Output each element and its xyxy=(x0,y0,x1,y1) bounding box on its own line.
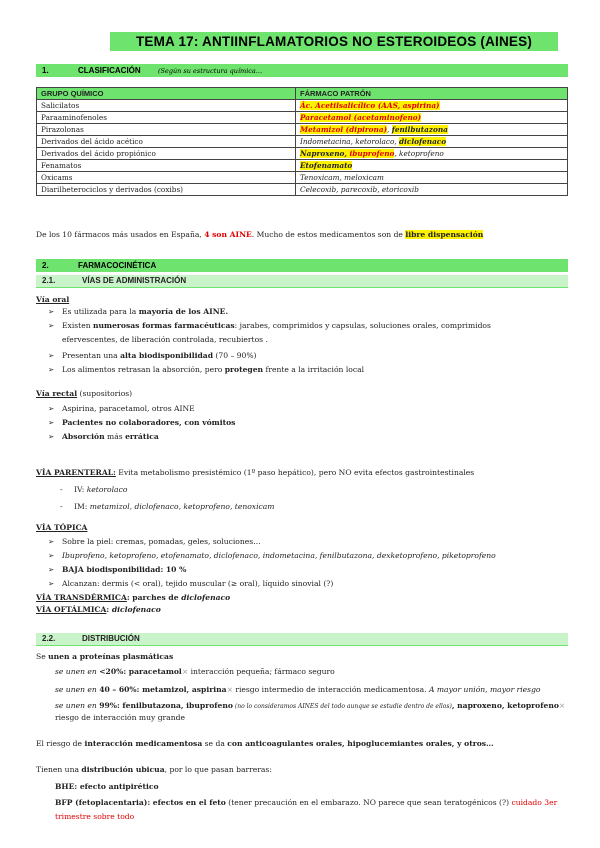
text-italic: se unen en xyxy=(55,667,100,676)
header-farmaco: FÁRMACO PATRÓN xyxy=(296,88,568,100)
text-bold: Pacientes no colaboradores, con vómitos xyxy=(62,418,236,427)
text: Los alimentos retrasan la absorción, pero xyxy=(62,365,225,374)
arrow-icon: ➢ xyxy=(48,321,55,330)
oftalmica-line xyxy=(36,604,161,615)
drug-highlight: Naproxeno, xyxy=(300,149,350,158)
text: (tener precaución en el embarazo. NO parece que sean teratogénicos (?) xyxy=(225,798,512,807)
arrow-icon: ➢ xyxy=(48,418,55,427)
ubicua-paragraph xyxy=(36,764,272,775)
text: IM: xyxy=(74,502,90,511)
text: Sobre la piel: cremas, pomadas, geles, soluciones… xyxy=(62,537,261,546)
text-bold: 99%: fenilbutazona, ibuprofeno xyxy=(99,701,233,710)
list-item xyxy=(48,403,195,414)
text-bold: interacción medicamentosa xyxy=(84,739,203,748)
text-bold: Absorción xyxy=(62,432,105,441)
cross-icon: × xyxy=(558,701,566,710)
arrow-icon: ➢ xyxy=(48,404,55,413)
drug-highlight: ibuprofeno xyxy=(349,149,395,158)
text-bold: BAJA biodisponibilidad: 10 % xyxy=(62,565,187,574)
table-cell: Diarilheterociclos y derivados (coxibs) xyxy=(37,184,296,196)
text-italic: se unen en xyxy=(55,701,100,710)
text: Tienen una xyxy=(36,765,82,774)
drug-highlight: fenilbutazona xyxy=(391,125,448,134)
section-label: VÍAS DE ADMINISTRACIÓN xyxy=(82,276,187,285)
table-cell: Paraaminofenoles xyxy=(37,112,296,124)
text-bold: protegen xyxy=(224,365,264,374)
list-item: - IV: ketorolaco xyxy=(60,485,128,494)
text-bold: BHE: xyxy=(55,782,80,791)
table-header-row xyxy=(37,88,568,100)
text: Es utilizada para la xyxy=(62,307,139,316)
text: Evita metabolismo presistémico (1º paso hepático), pero NO evita efectos gastrointestinales xyxy=(115,468,475,477)
table-cell: Tenoxicam, meloxicam xyxy=(296,172,568,184)
text: frente a la irritación local xyxy=(263,365,365,374)
list-item xyxy=(48,536,261,547)
fact-paragraph xyxy=(36,229,483,240)
text-bold: 40 – 60%: metamizol, aspirina xyxy=(99,685,227,694)
section-label: FARMACOCINÉTICA xyxy=(78,261,157,270)
text: De los 10 fármacos más usados en España, xyxy=(36,230,205,239)
text-highlight: libre dispensación xyxy=(405,230,484,239)
table-cell: Pirazolonas xyxy=(37,124,296,136)
text-italic: ketorolaco xyxy=(86,485,128,494)
transdermica-line xyxy=(36,592,230,603)
text-red: cuidado 3er xyxy=(511,798,558,807)
subsection-2-1-header xyxy=(36,275,568,288)
table-row xyxy=(37,160,568,172)
section-number: 2. xyxy=(42,261,49,270)
document-title: TEMA 17: ANTIINFLAMATORIOS NO ESTEROIDEOS (AINES) xyxy=(110,32,558,51)
text-bold: alta biodisponibilidad xyxy=(120,351,214,360)
arrow-icon: ➢ xyxy=(48,537,55,546)
text-bold-italic: diclofenaco xyxy=(111,605,161,614)
table-row xyxy=(37,124,568,136)
list-item xyxy=(48,564,186,575)
section-1-header xyxy=(36,64,568,77)
table-row xyxy=(37,136,568,148)
table-row xyxy=(37,148,568,160)
text: El riesgo de xyxy=(36,739,85,748)
table-cell xyxy=(296,112,568,124)
drug-highlight: diclofenaco xyxy=(399,137,447,146)
list-item xyxy=(48,364,364,375)
drug-highlight: Paracetamol (acetaminofeno) xyxy=(300,113,422,122)
cross-icon: × xyxy=(181,667,189,676)
drug-text: , ketoprofeno xyxy=(394,149,444,158)
arrow-icon: ➢ xyxy=(48,565,55,574)
text-bold: errática xyxy=(125,432,159,441)
text-bold: efecto antipirético xyxy=(79,782,159,791)
arrow-icon: ➢ xyxy=(48,432,55,441)
table-cell: Oxicams xyxy=(37,172,296,184)
text-bold: VÍA PARENTERAL: xyxy=(36,468,116,477)
table-row xyxy=(37,184,568,196)
text-italic: A mayor unión, mayor riesgo xyxy=(428,685,541,694)
subsection-2-2-header xyxy=(36,633,568,646)
text: : jarabes, comprimidos y capsulas, soluciones orales, comprimidos xyxy=(234,321,491,330)
parenteral-heading xyxy=(36,467,474,478)
arrow-icon: ➢ xyxy=(48,579,55,588)
text-bold: , naproxeno, ketoprofeno xyxy=(451,701,559,710)
section-number: 1. xyxy=(42,66,49,75)
table-cell xyxy=(296,136,568,148)
text-bold: unen a proteínas plasmáticas xyxy=(48,652,174,661)
oral-heading: Vía oral xyxy=(36,295,70,304)
section-number: 2.1. xyxy=(42,276,56,285)
section-label: DISTRIBUCIÓN xyxy=(82,634,140,643)
list-item xyxy=(48,431,159,442)
table-cell: Metamizol (dipirona), fenilbutazona xyxy=(296,124,568,136)
table-cell: Derivados del ácido acético xyxy=(37,136,296,148)
section-2-header xyxy=(36,259,568,272)
text: más xyxy=(104,432,126,441)
dist-row xyxy=(55,666,335,677)
table-cell: Salicilatos xyxy=(37,100,296,112)
text: riesgo intermedio de interacción medicamentosa. xyxy=(232,685,429,694)
text-bold: <20%: paracetamol xyxy=(99,667,182,676)
risk-paragraph xyxy=(36,738,494,749)
dist-intro xyxy=(36,651,173,662)
text: Alcanzan: dermis (< oral), tejido muscular (≥ oral), líquido sinovial (?) xyxy=(62,579,334,588)
list-item xyxy=(48,417,235,428)
text-bold: con anticoagulantes orales, hipoglucemiantes orales, y otros… xyxy=(227,739,494,748)
table-cell xyxy=(296,100,568,112)
section-number: 2.2. xyxy=(42,634,56,643)
topica-heading: VÍA TÓPICA xyxy=(36,523,88,532)
drug-highlight: Ác. Acetilsalicílico (AAS, aspirina) xyxy=(300,101,440,110)
list-item xyxy=(48,578,333,589)
text-red: 4 son AINE xyxy=(204,230,252,239)
text: (supositorios) xyxy=(77,389,133,398)
text-bold: : parches de xyxy=(126,593,182,602)
text-bold-italic: diclofenaco xyxy=(181,593,231,602)
table-row xyxy=(37,112,568,124)
text: Se xyxy=(36,652,49,661)
list-item-continuation: efervescentes, de liberación controlada, recubiertos . xyxy=(62,335,268,344)
text: interacción pequeña; fármaco seguro xyxy=(188,667,335,676)
text-bold: BFP (fetoplacentaria): xyxy=(55,798,153,807)
text-bold: VÍA OFTÁLMICA xyxy=(36,605,107,614)
drug-text: Indometacina, ketorolaco, xyxy=(300,137,400,146)
text-italic: metamizol, diclofenaco, ketoprofeno, tenoxicam xyxy=(89,502,275,511)
section-label: CLASIFICACIÓN xyxy=(78,66,141,75)
table-row xyxy=(37,100,568,112)
text: , por lo que pasan barreras: xyxy=(164,765,272,774)
list-item xyxy=(48,350,257,361)
text-italic: se unen en xyxy=(55,685,100,694)
list-item xyxy=(48,320,491,331)
drug-highlight: Metamizol (dipirona) xyxy=(300,125,388,134)
text-bold: numerosas formas farmacéuticas xyxy=(93,321,235,330)
table-cell: Derivados del ácido propiónico xyxy=(37,148,296,160)
text-bold: mayoría de los AINE. xyxy=(138,307,229,316)
text-bold: : xyxy=(106,605,112,614)
table-cell: Fenamatos xyxy=(37,160,296,172)
dist-row-continuation: riesgo de interacción muy grande xyxy=(55,713,185,722)
text: IV: xyxy=(74,485,87,494)
barrier-bhe xyxy=(55,781,159,792)
text-bold: Vía rectal xyxy=(36,389,78,398)
arrow-icon: ➢ xyxy=(48,551,55,560)
barrier-bfp-continuation: trimestre sobre todo xyxy=(55,812,135,821)
table-row xyxy=(37,172,568,184)
list-item xyxy=(48,550,496,561)
table-cell xyxy=(296,160,568,172)
rectal-heading xyxy=(36,388,132,399)
text: (70 – 90%) xyxy=(213,351,257,360)
drug-highlight: Etofenamato xyxy=(300,161,353,170)
section-note: (Según su estructura química… xyxy=(158,67,263,75)
header-grupo: GRUPO QUÍMICO xyxy=(37,88,296,100)
text-bold: distribución ubicua xyxy=(81,765,165,774)
text: Aspirina, paracetamol, otros AINE xyxy=(62,404,195,413)
dist-row xyxy=(55,684,541,695)
table-cell xyxy=(296,148,568,160)
arrow-icon: ➢ xyxy=(48,365,55,374)
table-cell: Celecoxib, parecoxib, etoricoxib xyxy=(296,184,568,196)
text: . Mucho de estos medicamentos son de xyxy=(251,230,406,239)
text-small: (no lo consideramos AINES del todo aunque se estudie dentro de ellos) xyxy=(232,703,452,710)
arrow-icon: ➢ xyxy=(48,351,55,360)
list-item: - IM: metamizol, diclofenaco, ketoprofeno, tenoxicam xyxy=(60,502,275,511)
cross-icon: × xyxy=(226,685,233,694)
text-bold: efectos en el feto xyxy=(152,798,226,807)
barrier-bfp xyxy=(55,797,557,808)
text: Presentan una xyxy=(62,351,121,360)
classification-table xyxy=(36,87,568,196)
text: se da xyxy=(202,739,228,748)
text-italic: Ibuprofeno, ketoprofeno, etofenamato, diclofenaco, indometacina, fenilbutazona, dexketoprofeno, piketoprofeno xyxy=(62,551,496,560)
arrow-icon: ➢ xyxy=(48,307,55,316)
dist-row xyxy=(55,700,565,712)
list-item xyxy=(48,306,228,317)
text: Existen xyxy=(62,321,94,330)
text-bold: VÍA TRANSDÉRMICA xyxy=(36,593,127,602)
